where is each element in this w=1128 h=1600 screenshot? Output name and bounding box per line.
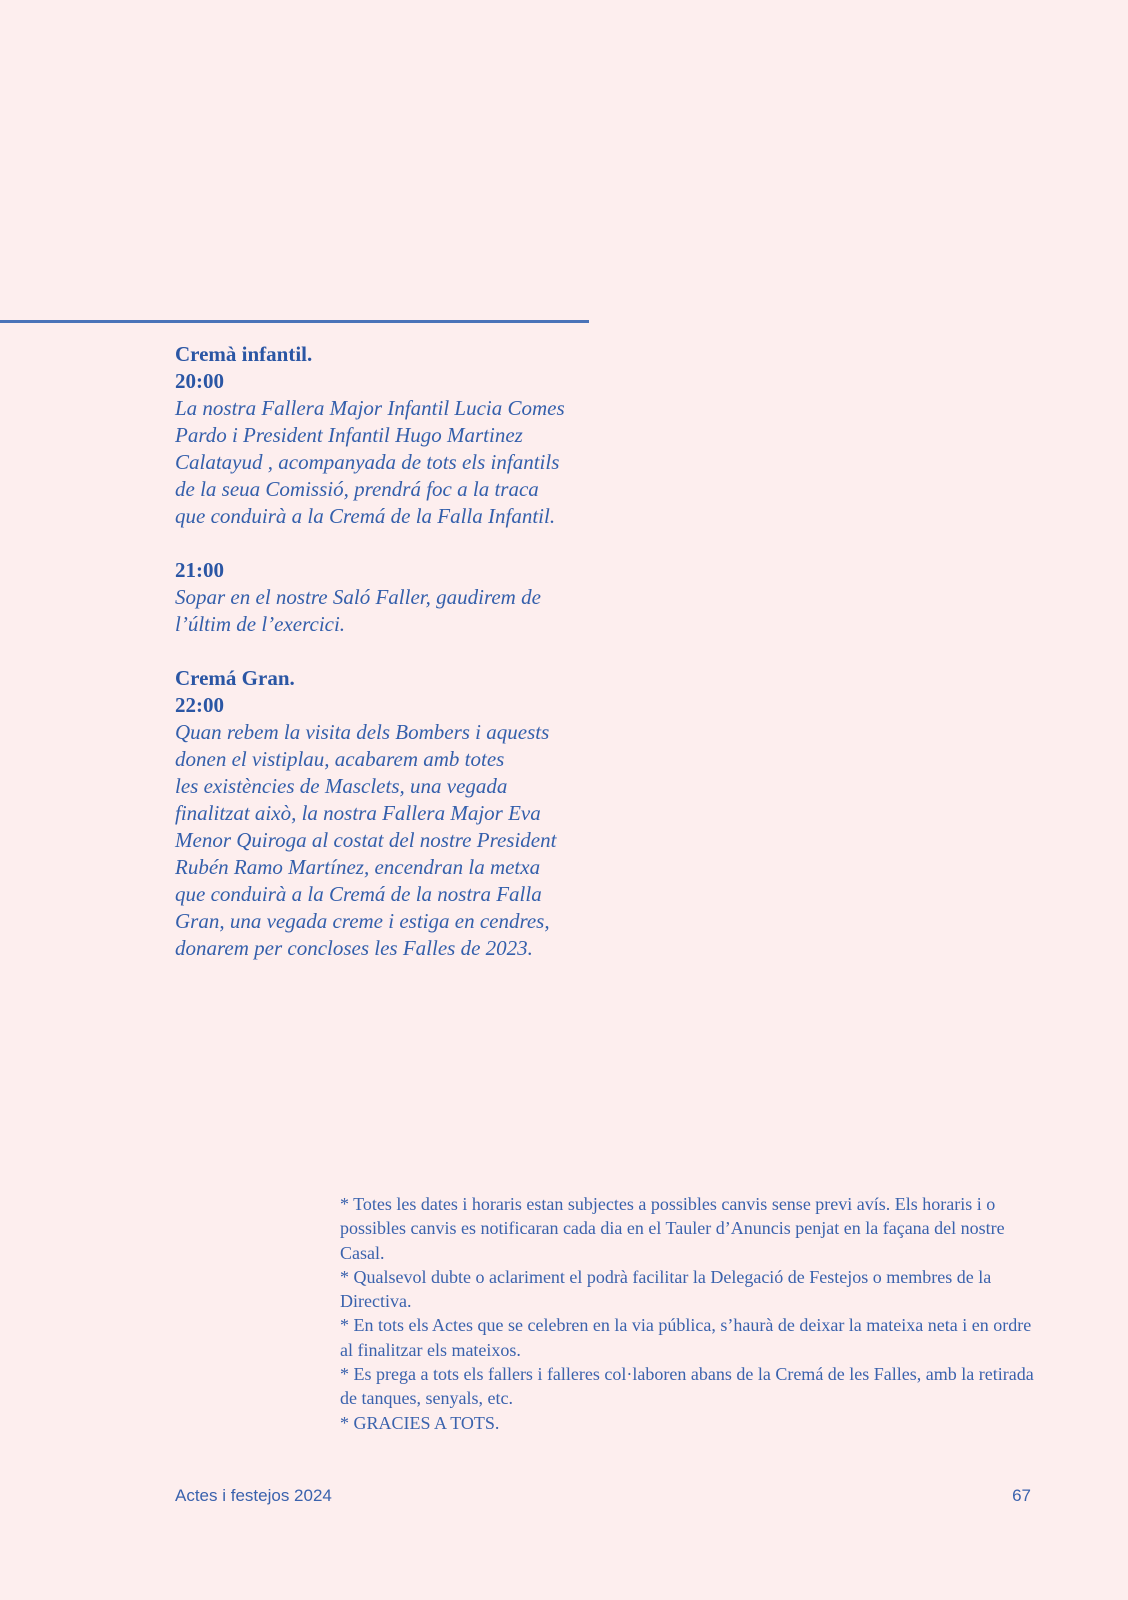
note-item: * En tots els Actes que se celebren en la via pública, s’haurà de deixar la mateixa neta i en ordre al finalitzar els mateixos. <box>340 1315 1032 1360</box>
description-line: donarem per concloses les Falles de 2023. <box>175 936 533 960</box>
event-description <box>175 395 605 530</box>
event-time: 21:00 <box>175 558 224 582</box>
event-sopar <box>175 557 605 638</box>
event-time: 20:00 <box>175 369 224 393</box>
event-time: 22:00 <box>175 693 224 717</box>
schedule <box>175 341 605 989</box>
description-line: La nostra Fallera Major Infantil Lucia Comes <box>175 396 565 420</box>
description-line: de la seua Comissió, prendrá foc a la traca <box>175 477 539 501</box>
footer-title: Actes i festejos 2024 <box>175 1486 332 1505</box>
page-number: 67 <box>1012 1486 1031 1505</box>
event-title: Cremá Gran. <box>175 666 295 690</box>
description-line: Pardo i President Infantil Hugo Martinez <box>175 423 523 447</box>
note-item: * Qualsevol dubte o aclariment el podrà facilitar la Delegació de Festejos o membres de la Directiva. <box>340 1266 992 1312</box>
note-item: * GRACIES A TOTS. <box>340 1412 500 1433</box>
note-item: * Es prega a tots els fallers i falleres col·laboren abans de la Cremá de les Falles, amb la retirada de tanques, senyals, etc. <box>340 1364 1034 1409</box>
section-divider <box>0 320 589 323</box>
note-item: * Totes les dates i horaris estan subjectes a possibles canvis sense previ avís. Els horaris i o possibles canvis es notificaran cada dia en el Tauler d’Anuncis penjat en la façana del nostre Casal. <box>340 1194 1005 1263</box>
description-line: Gran, una vegada creme i estiga en cendres, <box>175 909 550 933</box>
event-description <box>175 584 605 638</box>
description-line: Rubén Ramo Martínez, encendran la metxa <box>175 855 541 879</box>
description-line: que conduirà a la Cremá de la Falla Infantil. <box>175 504 556 528</box>
description-line: Menor Quiroga al costat del nostre President <box>175 828 557 852</box>
description-line: Calatayud , acompanyada de tots els infantils <box>175 450 560 474</box>
event-description <box>175 719 605 962</box>
description-line: donen el vistiplau, acabarem amb totes <box>175 747 505 771</box>
description-line: Quan rebem la visita dels Bombers i aquests <box>175 720 550 744</box>
event-crema-infantil <box>175 341 605 530</box>
description-line: Sopar en el nostre Saló Faller, gaudirem de <box>175 585 541 609</box>
description-line: que conduirà a la Cremá de la nostra Falla <box>175 882 542 906</box>
notes <box>340 1192 1040 1435</box>
event-title: Cremà infantil. <box>175 342 313 366</box>
description-line: l’últim de l’exercici. <box>175 612 346 636</box>
description-line: finalitzat això, la nostra Fallera Major Eva <box>175 801 541 825</box>
event-crema-gran <box>175 665 605 962</box>
description-line: les existències de Masclets, una vegada <box>175 774 508 798</box>
